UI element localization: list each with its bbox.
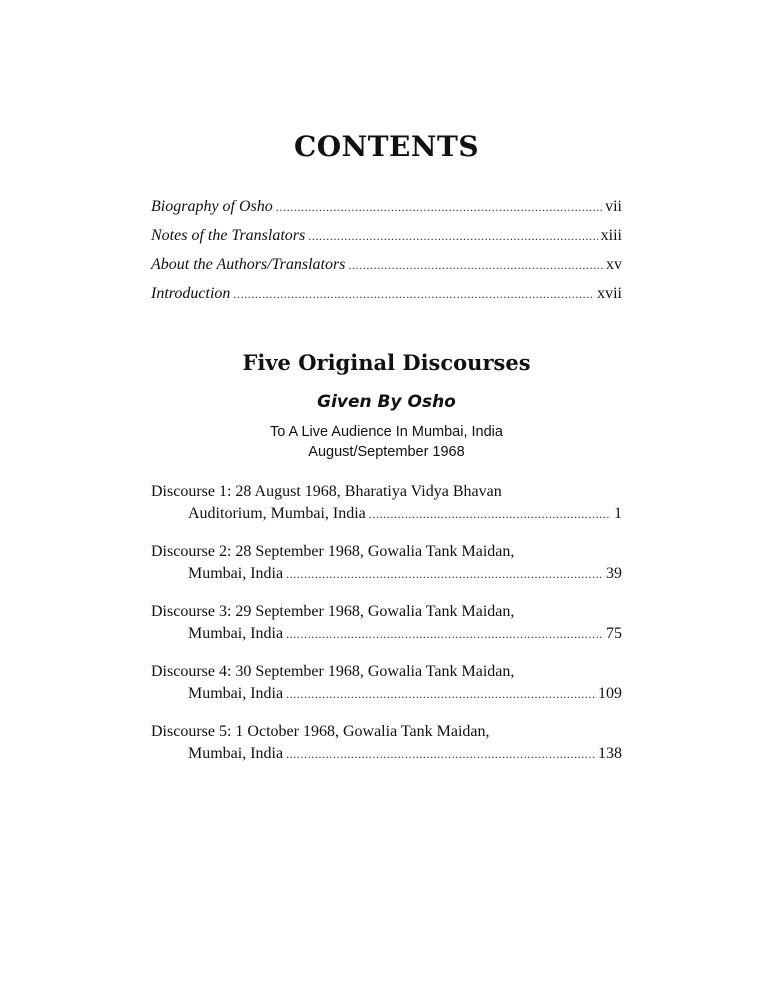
discourse-heading: Discourse 3: 29 September 1968, Gowalia Tank Maidan,	[151, 603, 515, 620]
toc-entry-discourse-5[interactable]	[151, 721, 622, 781]
toc-entry-biography[interactable]	[151, 198, 622, 227]
dot-leader	[286, 623, 603, 645]
audience-date-line: August/September 1968	[308, 444, 465, 460]
dot-leader	[286, 683, 595, 705]
toc-entry-page: 75	[606, 625, 622, 642]
toc-entry-label: Biography of Osho	[151, 198, 273, 215]
discourse-continuation	[151, 743, 622, 765]
toc-entry-page: 109	[598, 685, 622, 702]
toc-entry-page: 138	[598, 745, 622, 762]
toc-entry-discourse-4[interactable]	[151, 661, 622, 721]
discourse-heading: Discourse 2: 28 September 1968, Gowalia Tank Maidan,	[151, 543, 515, 560]
toc-entry-page: vii	[605, 198, 622, 215]
toc-entry-about-authors[interactable]	[151, 256, 622, 285]
page-title: CONTENTS	[293, 130, 480, 163]
toc-entry-page: 39	[606, 565, 622, 582]
dot-leader	[286, 743, 595, 765]
dot-leader	[276, 200, 602, 215]
discourse-location: Mumbai, India	[188, 625, 284, 642]
toc-entry-label: Notes of the Translators	[151, 227, 306, 244]
dot-leader	[348, 258, 603, 273]
toc-entry-page: xvii	[597, 285, 622, 302]
discourse-heading: Discourse 4: 30 September 1968, Gowalia Tank Maidan,	[151, 663, 515, 680]
discourse-location: Mumbai, India	[188, 685, 284, 702]
audience-note	[0, 422, 773, 462]
discourse-heading: Discourse 5: 1 October 1968, Gowalia Tank Maidan,	[151, 723, 490, 740]
discourse-continuation	[151, 683, 622, 705]
discourse-toc	[151, 481, 622, 781]
section-subtitle: Given By Osho	[317, 392, 456, 412]
audience-line: To A Live Audience In Mumbai, India	[270, 424, 503, 440]
discourse-location: Auditorium, Mumbai, India	[188, 505, 366, 522]
section-title: Five Original Discourses	[242, 350, 531, 375]
toc-entry-label: Introduction	[151, 285, 231, 302]
toc-entry-discourse-1[interactable]	[151, 481, 622, 541]
toc-entry-discourse-2[interactable]	[151, 541, 622, 601]
front-matter-toc	[151, 198, 622, 314]
dot-leader	[308, 229, 597, 244]
toc-entry-discourse-3[interactable]	[151, 601, 622, 661]
discourse-location: Mumbai, India	[188, 745, 284, 762]
toc-entry-introduction[interactable]	[151, 285, 622, 314]
dot-leader	[286, 563, 603, 585]
discourse-continuation	[151, 563, 622, 585]
toc-entry-label: About the Authors/Translators	[151, 256, 346, 273]
toc-entry-page: xv	[606, 256, 622, 273]
toc-entry-translators-notes[interactable]	[151, 227, 622, 256]
discourse-heading: Discourse 1: 28 August 1968, Bharatiya Vidya Bhavan	[151, 483, 502, 500]
discourse-continuation	[151, 503, 622, 525]
toc-entry-page: xiii	[600, 227, 622, 244]
dot-leader	[233, 287, 594, 302]
discourse-continuation	[151, 623, 622, 645]
dot-leader	[369, 503, 611, 525]
toc-entry-page: 1	[614, 505, 622, 522]
discourse-location: Mumbai, India	[188, 565, 284, 582]
